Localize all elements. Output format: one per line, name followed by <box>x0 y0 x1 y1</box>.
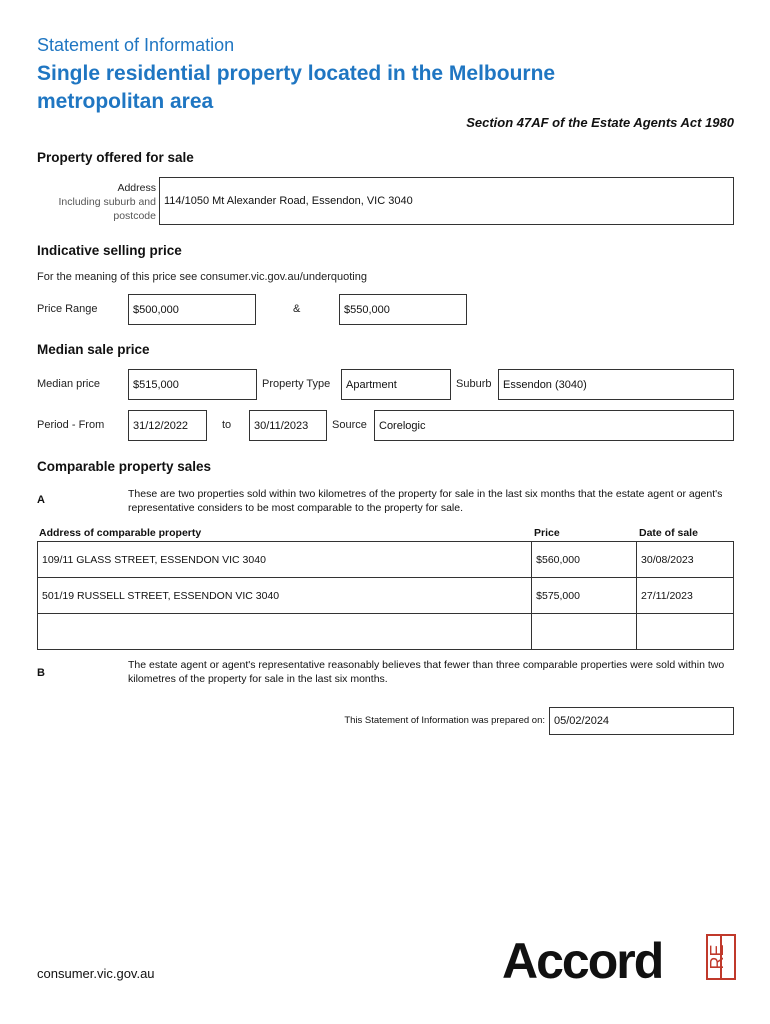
source-field[interactable] <box>374 410 734 441</box>
median-price-field[interactable] <box>128 369 257 400</box>
period-to-value: 30/11/2023 <box>254 419 309 432</box>
comparable-address: 501/19 RUSSELL STREET, ESSENDON VIC 3040 <box>38 578 532 614</box>
median-heading: Median sale price <box>37 342 150 357</box>
address-label-sub: Including suburb and postcode <box>58 196 156 222</box>
indicative-heading: Indicative selling price <box>37 243 182 258</box>
property-type-label: Property Type <box>262 378 331 390</box>
property-type-field[interactable] <box>341 369 451 400</box>
logo-tag: RE <box>707 944 727 970</box>
period-to-field[interactable] <box>249 410 327 441</box>
comparable-heading: Comparable property sales <box>37 459 212 474</box>
table-row <box>38 542 734 578</box>
price-range-separator: & <box>293 303 301 315</box>
period-from-field[interactable] <box>128 410 207 441</box>
prepared-date-value: 05/02/2024 <box>554 715 610 727</box>
price-range-label: Price Range <box>37 303 98 315</box>
table-row <box>38 614 734 650</box>
address-field[interactable] <box>159 177 734 225</box>
comparable-address: 109/11 GLASS STREET, ESSENDON VIC 3040 <box>38 542 532 578</box>
source-value: Corelogic <box>379 419 426 432</box>
option-a-marker: A <box>37 494 45 506</box>
price-low-field[interactable] <box>128 294 256 325</box>
address-label <box>40 181 156 223</box>
col-price-header: Price <box>534 527 560 539</box>
comparable-date: 27/11/2023 <box>637 578 734 614</box>
address-value: 114/1050 Mt Alexander Road, Essendon, VIC 3040 <box>164 195 413 207</box>
comparable-address <box>38 614 532 650</box>
median-price-label: Median price <box>37 378 100 390</box>
document-title: Single residential property located in the Melbourne metropolitan area <box>37 62 556 113</box>
period-from-value: 31/12/2022 <box>133 419 189 432</box>
address-label-main: Address <box>117 182 156 194</box>
suburb-value: Essendon (3040) <box>503 378 587 391</box>
price-high-field[interactable] <box>339 294 467 325</box>
option-b-marker: B <box>37 667 45 679</box>
prepared-date-field[interactable] <box>549 707 734 735</box>
comparable-sales-table <box>37 541 734 650</box>
document-subtitle: Statement of Information <box>37 35 235 55</box>
accord-logo-graphic <box>502 932 738 982</box>
col-address-header: Address of comparable property <box>39 527 202 539</box>
underquoting-note: For the meaning of this price see consumer.vic.gov.au/underquoting <box>37 271 367 283</box>
median-price-value: $515,000 <box>133 378 179 391</box>
comparable-date <box>637 614 734 650</box>
option-a-text: These are two properties sold within two kilometres of the property for sale in the last six months that the estate agent or agent's representative considers to be most comparable to the property for sale. <box>128 488 723 514</box>
suburb-label: Suburb <box>456 378 492 390</box>
property-heading: Property offered for sale <box>37 150 194 165</box>
period-to-label: to <box>222 419 232 431</box>
comparable-price: $575,000 <box>532 578 637 614</box>
legislation-reference: Section 47AF of the Estate Agents Act 1980 <box>466 115 734 130</box>
option-b-text: The estate agent or agent's representative reasonably believes that fewer than three comparable properties were sold within two kilometres of the property for sale in the last six months. <box>128 659 725 685</box>
prepared-on-label: This Statement of Information was prepared on: <box>344 715 545 726</box>
comparable-price <box>532 614 637 650</box>
logo-wordmark: Accord <box>502 933 663 982</box>
accord-logo <box>502 932 738 982</box>
comparable-date: 30/08/2023 <box>637 542 734 578</box>
table-row <box>38 578 734 614</box>
source-label: Source <box>332 419 367 431</box>
period-from-label: Period - From <box>37 419 105 431</box>
suburb-field[interactable] <box>498 369 734 400</box>
col-date-header: Date of sale <box>639 527 698 539</box>
price-high-value: $550,000 <box>344 303 390 316</box>
property-type-value: Apartment <box>346 378 397 391</box>
footer-url: consumer.vic.gov.au <box>37 966 155 981</box>
price-low-value: $500,000 <box>133 303 179 316</box>
comparable-price: $560,000 <box>532 542 637 578</box>
